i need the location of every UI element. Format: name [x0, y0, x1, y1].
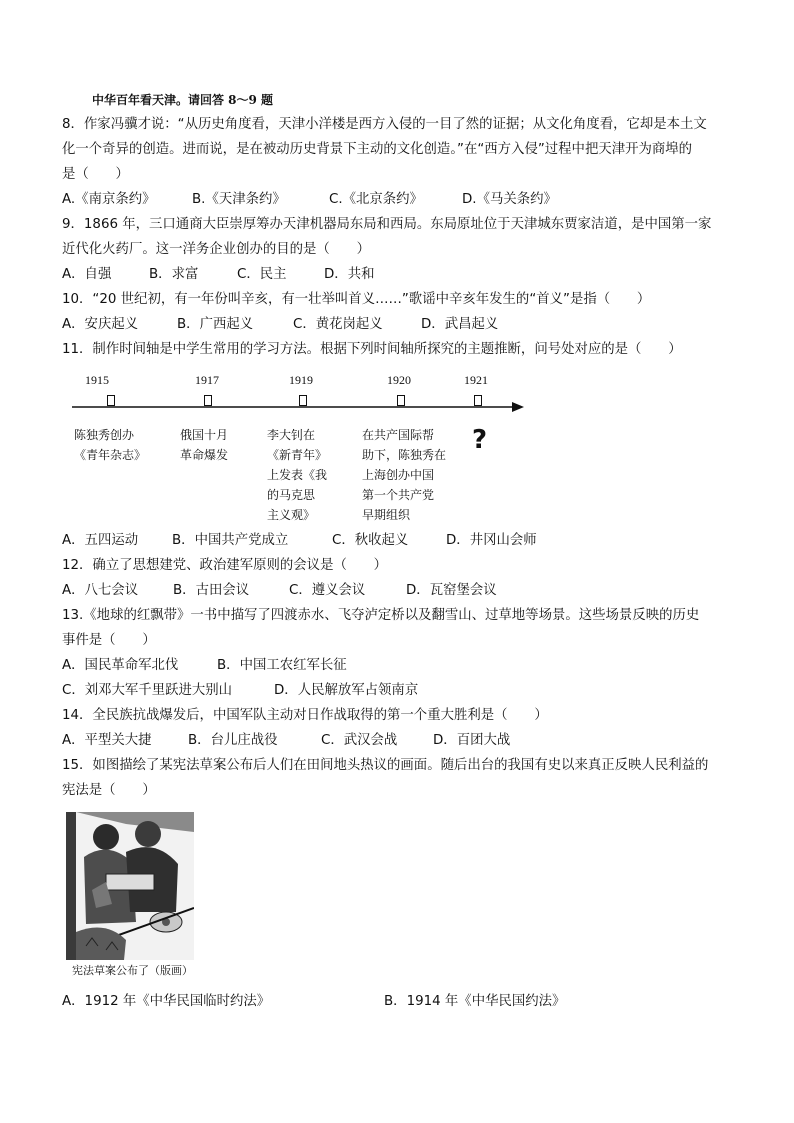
q14-option-d[interactable]: D．百团大战: [433, 733, 511, 748]
q8-option-b[interactable]: B.《天津条约》: [192, 192, 286, 207]
q9-text-line-1: 9．1866 年，三口通商大臣崇厚筹办天津机器局东局和西局。东局原址位于天津城东贾家洁道，是中国第一家: [62, 217, 712, 232]
q11-option-b[interactable]: B．中国共产党成立: [172, 533, 289, 548]
image-caption: 宪法草案公布了（版画）: [72, 964, 193, 977]
timeline-year-1921: 1921: [464, 373, 488, 387]
q12-text-line-1: 12．确立了思想建党、政治建军原则的会议是（ ）: [62, 558, 388, 573]
q11-option-a[interactable]: A．五四运动: [62, 533, 139, 548]
q9-text-line-2: 近代化火药厂。这一洋务企业创办的目的是（ ）: [62, 242, 370, 257]
q9-option-c[interactable]: C．民主: [237, 267, 287, 282]
q13-option-b[interactable]: B．中国工农红军长征: [217, 658, 347, 673]
q11-option-d[interactable]: D．井冈山会师: [446, 533, 537, 548]
q12-option-c[interactable]: C．遵义会议: [289, 583, 366, 598]
timeline-year-1919: 1919: [289, 373, 313, 387]
q8-text-line-1: 8．作家冯骥才说：“从历史角度看，天津小洋楼是西方入侵的一目了然的证据；从文化角度看，它却是本土文: [62, 117, 707, 132]
timeline-marker: [204, 395, 212, 406]
q15-text-line-2: 宪法是（ ）: [62, 783, 156, 798]
q10-option-c[interactable]: C．黄花岗起义: [293, 317, 383, 332]
timeline-caption-1917: 俄国十月 革命爆发: [180, 428, 229, 462]
timeline-caption-1920: 在共产国际帮 助下，陈独秀在 上海创办中国 第一个共产党 早期组织: [362, 428, 447, 522]
q10-options: [62, 315, 498, 335]
q11-options: [62, 531, 537, 551]
timeline-marker: [474, 395, 482, 406]
q8-options: [62, 190, 557, 210]
q13-option-d[interactable]: D．人民解放军占领南京: [274, 683, 419, 698]
q11-option-c[interactable]: C．秋收起义: [332, 533, 409, 548]
section-intro: 中华百年看天津。请回答 8～9 题: [92, 93, 274, 107]
q10-option-d[interactable]: D．武昌起义: [421, 317, 499, 332]
timeline-marker: [397, 395, 405, 406]
q8-option-c[interactable]: C.《北京条约》: [329, 192, 423, 207]
q9-options: [62, 265, 374, 285]
q15-text-line-1: 15．如图描绘了某宪法草案公布后人们在田间地头热议的画面。随后出台的我国有史以来真正反映人民利益的: [62, 758, 709, 773]
q10-option-b[interactable]: B．广西起义: [177, 317, 254, 332]
q11-text-line-1: 11．制作时间轴是中学生常用的学习方法。根据下列时间轴所探究的主题推断，问号处对应的是（ ）: [62, 342, 682, 357]
q13-options-row-1: [62, 656, 347, 676]
q15-option-b[interactable]: B．1914 年《中华民国约法》: [384, 994, 566, 1009]
timeline-year-1917: 1917: [195, 373, 219, 387]
q13-option-c[interactable]: C．刘邓大军千里跃进大别山: [62, 683, 233, 698]
q15-options: [62, 992, 565, 1012]
q8-option-d[interactable]: D.《马关条约》: [462, 192, 557, 207]
q12-options: [62, 581, 497, 601]
q8-option-a[interactable]: A.《南京条约》: [62, 192, 156, 207]
q14-options: [62, 731, 510, 751]
timeline-year-1920: 1920: [387, 373, 411, 387]
timeline-caption-1919: 李大钊在 《新青年》 上发表《我 的马克思 主义观》: [267, 428, 328, 522]
q13-option-a[interactable]: A．国民革命军北伐: [62, 658, 179, 673]
timeline-axis: [62, 397, 532, 417]
q12-option-d[interactable]: D．瓦窑堡会议: [406, 583, 497, 598]
woodcut-illustration: [66, 812, 194, 960]
timeline-year-1915: 1915: [85, 373, 109, 387]
arrow-right-icon: [512, 402, 524, 412]
q15-option-a[interactable]: A．1912 年《中华民国临时约法》: [62, 994, 271, 1009]
q12-option-b[interactable]: B．古田会议: [173, 583, 250, 598]
q13-text-line-1: 13.《地球的红飘带》一书中描写了四渡赤水、飞夺泸定桥以及翻雪山、过草地等场景。这些场景反映的历史: [62, 608, 700, 623]
q14-option-c[interactable]: C．武汉会战: [321, 733, 398, 748]
q10-text-line-1: 10．“20 世纪初，有一年份叫辛亥，有一壮举叫首义……”歌谣中辛亥年发生的“首义”是指（ ）: [62, 292, 651, 307]
q13-text-line-2: 事件是（ ）: [62, 633, 156, 648]
timeline-marker: [299, 395, 307, 406]
q12-option-a[interactable]: A．八七会议: [62, 583, 139, 598]
timeline-caption-1915: 陈独秀创办 《青年杂志》: [74, 428, 147, 462]
q13-options-row-2: [62, 681, 418, 701]
q14-option-b[interactable]: B．台儿庄战役: [188, 733, 278, 748]
q10-option-a[interactable]: A．安庆起义: [62, 317, 139, 332]
timeline-figure: [62, 367, 532, 527]
q8-text-line-2: 化一个奇异的创造。进而说，是在被动历史背景下主动的文化创造。”在“西方入侵”过程中把天津开为商埠的: [62, 142, 693, 157]
timeline-question-mark: ?: [472, 425, 488, 455]
q9-option-a[interactable]: A．自强: [62, 267, 112, 282]
q8-text-line-3: 是（ ）: [62, 167, 129, 182]
q14-option-a[interactable]: A．平型关大捷: [62, 733, 152, 748]
timeline-marker: [107, 395, 115, 406]
q9-option-d[interactable]: D．共和: [324, 267, 375, 282]
q9-option-b[interactable]: B．求富: [149, 267, 199, 282]
q14-text-line-1: 14．全民族抗战爆发后，中国军队主动对日作战取得的第一个重大胜利是（ ）: [62, 708, 548, 723]
